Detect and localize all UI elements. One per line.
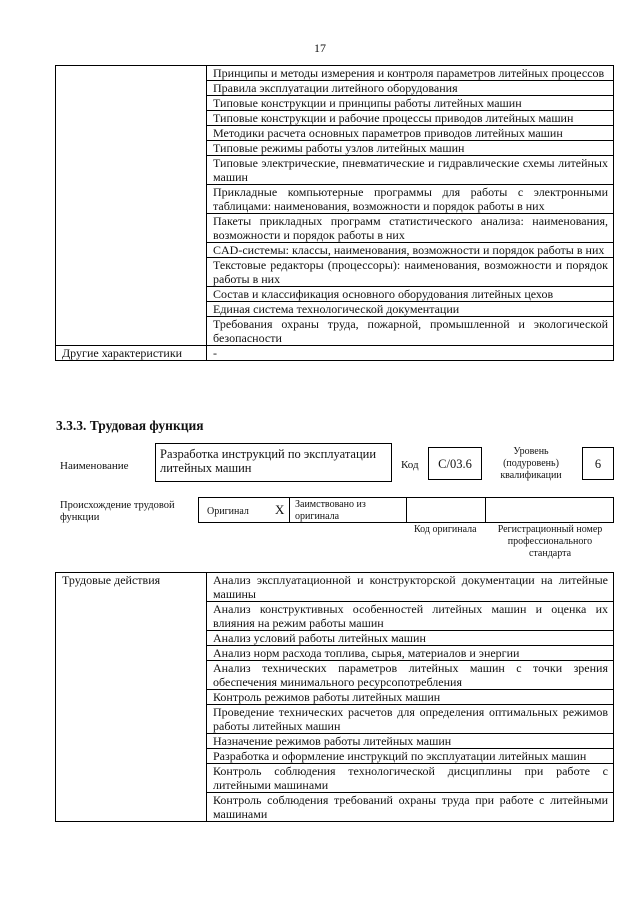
knowledge-item: Пакеты прикладных программ статистического анализа: наименования, возможности и порядок работы в них <box>207 214 614 243</box>
action-item: Анализ технических параметров литейных машин с точки зрения обеспечения минимального ресурсопотребления <box>207 661 614 690</box>
knowledge-item: Требования охраны труда, пожарной, промышленной и экологической безопасности <box>207 317 614 346</box>
actions-table <box>55 572 614 822</box>
action-item: Анализ условий работы литейных машин <box>207 631 614 646</box>
knowledge-item: Типовые конструкции и принципы работы литейных машин <box>207 96 614 111</box>
code-value-box <box>428 447 482 480</box>
action-item: Контроль соблюдения технологической дисциплины при работе с литейными машинами <box>207 764 614 793</box>
reg-number-label: Регистрационный номер профессионального стандарта <box>497 524 603 559</box>
knowledge-item: CAD-системы: классы, наименования, возможности и порядок работы в них <box>207 243 614 258</box>
action-item: Контроль соблюдения требований охраны труда при работе с литейными машинами <box>207 793 614 822</box>
level-value: 6 <box>594 457 602 471</box>
knowledge-item: Единая система технологической документации <box>207 302 614 317</box>
origin-label: Происхождение трудовой функции <box>60 500 175 523</box>
borrowed-box <box>289 497 407 523</box>
action-item: Разработка и оформление инструкций по эксплуатации литейных машин <box>207 749 614 764</box>
table-row <box>56 346 614 361</box>
name-value: Разработка инструкций по эксплуатации литейных машин <box>160 447 377 475</box>
level-label: Уровень (подуровень) квалификации <box>500 446 562 481</box>
empty-label-cell <box>56 66 207 346</box>
origin-code-label: Код оригинала <box>414 524 477 535</box>
code-label: Код <box>401 459 419 471</box>
knowledge-item: Прикладные компьютерные программы для работы с электронными таблицами: наименования, возможности и порядок работы в них <box>207 185 614 214</box>
original-box <box>198 497 290 523</box>
name-label: Наименование <box>60 460 129 472</box>
table-row <box>56 66 614 81</box>
knowledge-item: Типовые электрические, пневматические и гидравлические схемы литейных машин <box>207 156 614 185</box>
knowledge-item: Типовые режимы работы узлов литейных машин <box>207 141 614 156</box>
knowledge-item: Методики расчета основных параметров приводов литейных машин <box>207 126 614 141</box>
code-value: C/03.6 <box>438 457 472 471</box>
knowledge-item: Состав и классификация основного оборудования литейных цехов <box>207 287 614 302</box>
other-characteristics-value: - <box>207 346 614 361</box>
knowledge-table <box>55 65 614 361</box>
action-item: Проведение технических расчетов для определения оптимальных режимов работы литейных машин <box>207 705 614 734</box>
actions-label: Трудовые действия <box>56 573 207 822</box>
action-item: Назначение режимов работы литейных машин <box>207 734 614 749</box>
knowledge-item: Принципы и методы измерения и контроля параметров литейных процессов <box>207 66 614 81</box>
page-number: 17 <box>314 41 326 55</box>
knowledge-item: Текстовые редакторы (процессоры): наименования, возможности и порядок работы в них <box>207 258 614 287</box>
action-item: Анализ эксплуатационной и конструкторской документации на литейные машины <box>207 573 614 602</box>
reg-number-box <box>485 497 614 523</box>
action-item: Анализ конструктивных особенностей литейных машин и оценка их влияния на режим работы машин <box>207 602 614 631</box>
original-mark: X <box>275 502 285 517</box>
origin-code-box <box>406 497 486 523</box>
original-label: Оригинал <box>207 506 249 517</box>
other-characteristics-label: Другие характеристики <box>56 346 207 361</box>
name-value-box <box>155 443 392 482</box>
level-value-box <box>582 447 614 480</box>
action-item: Анализ норм расхода топлива, сырья, материалов и энергии <box>207 646 614 661</box>
knowledge-item: Правила эксплуатации литейного оборудования <box>207 81 614 96</box>
knowledge-item: Типовые конструкции и рабочие процессы приводов литейных машин <box>207 111 614 126</box>
borrowed-label: Заимствовано из оригинала <box>295 499 366 522</box>
action-item: Контроль режимов работы литейных машин <box>207 690 614 705</box>
table-row <box>56 573 614 602</box>
section-title: 3.3.3. Трудовая функция <box>56 418 204 433</box>
